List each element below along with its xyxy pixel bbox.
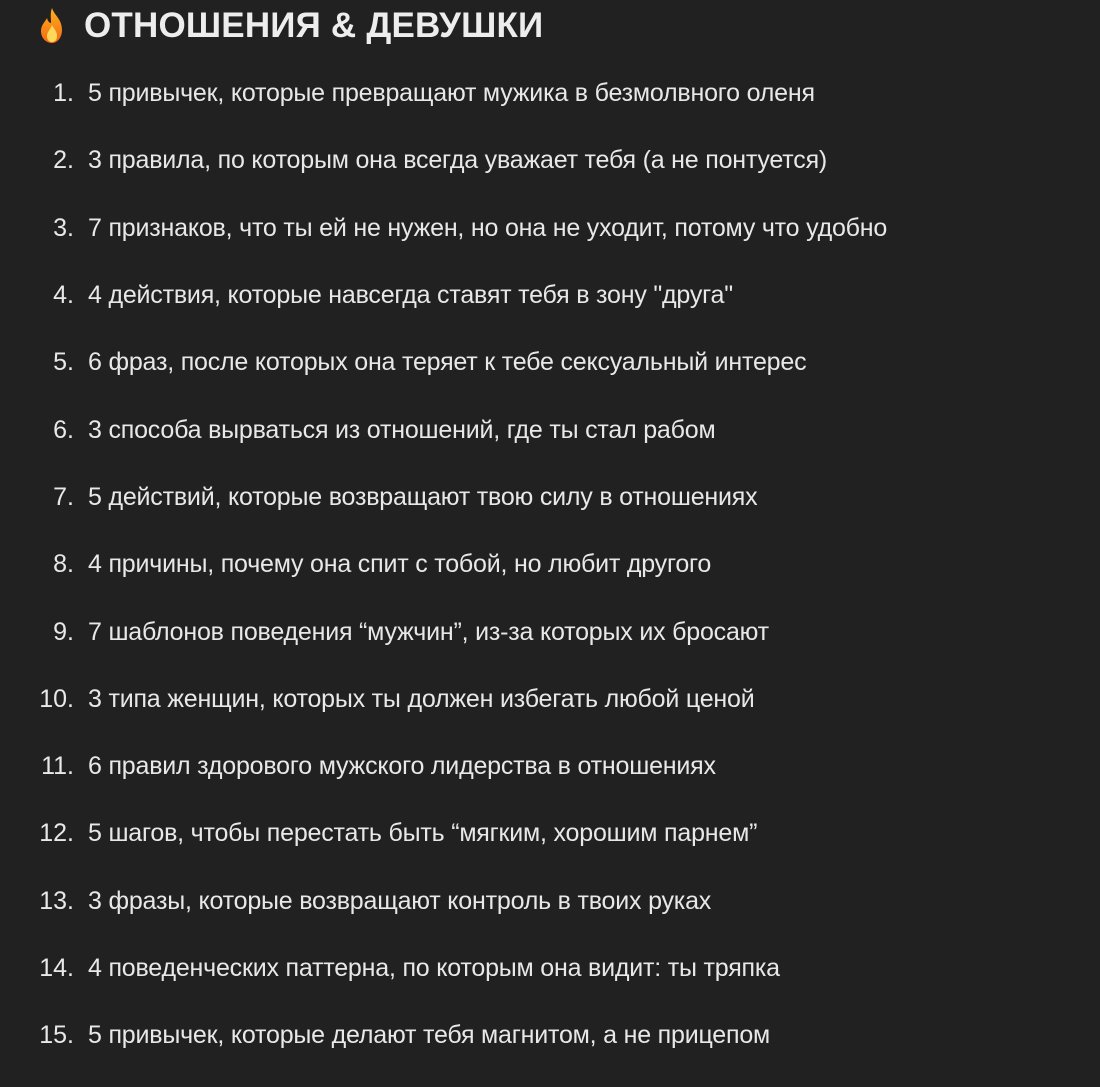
list-item [0, 531, 887, 598]
list-item [0, 935, 887, 1002]
list-item [0, 329, 887, 396]
list-item-number: 15. [39, 1021, 74, 1050]
fire-icon [34, 6, 70, 46]
list-item [0, 464, 887, 531]
list-item-number: 8. [53, 550, 74, 579]
list-item-text: 5 действий, которые возвращают твою силу в отношениях [88, 482, 758, 511]
list-item-number: 3. [53, 213, 74, 242]
list-item-text: 3 правила, по которым она всегда уважает тебя (а не понтуется) [88, 146, 828, 175]
list-item-text: 5 шагов, чтобы перестать быть “мягким, хорошим парнем” [88, 819, 758, 848]
list-item-text: 6 фраз, после которых она теряет к тебе сексуальный интерес [88, 348, 807, 377]
list-item-number: 6. [53, 415, 74, 444]
list-item [0, 1002, 887, 1069]
list-item [0, 262, 887, 329]
list-item-text: 4 действия, которые навсегда ставят тебя в зону "друга" [88, 281, 733, 310]
list-item-text: 3 способа вырваться из отношений, где ты стал рабом [88, 415, 716, 444]
list-item [0, 396, 887, 463]
list-item-text: 3 типа женщин, которых ты должен избегать любой ценой [88, 684, 755, 713]
list-item-number: 5. [53, 348, 74, 377]
list-item-number: 2. [53, 146, 74, 175]
list-item-number: 13. [39, 886, 74, 915]
list-item [0, 868, 887, 935]
list-item [0, 666, 887, 733]
list-item-number: 14. [39, 954, 74, 982]
list-item-number: 10. [39, 684, 74, 713]
list-item-text: 5 привычек, которые делают тебя магнитом, а не прицепом [88, 1021, 771, 1050]
section-header [34, 4, 543, 48]
list-item-text: 5 привычек, которые превращают мужика в безмолвного оленя [88, 79, 815, 108]
page-title: ОТНОШЕНИЯ & ДЕВУШКИ [84, 6, 544, 45]
list-item [0, 195, 887, 262]
topics-list [0, 60, 887, 1069]
list-item [0, 800, 887, 867]
list-item-number: 11. [41, 752, 74, 781]
list-item-text: 7 признаков, что ты ей не нужен, но она не уходит, потому что удобно [88, 213, 888, 242]
list-item-number: 12. [39, 819, 74, 848]
list-item-number: 7. [53, 482, 74, 511]
list-item [0, 127, 887, 194]
list-item-text: 7 шаблонов поведения “мужчин”, из-за которых их бросают [88, 617, 769, 646]
list-item [0, 598, 887, 665]
list-item-text: 4 поведенческих паттерна, по которым она видит: ты тряпка [88, 954, 780, 982]
list-item [0, 733, 887, 800]
list-item-text: 4 причины, почему она спит с тобой, но любит другого [88, 550, 712, 579]
list-item-number: 4. [53, 281, 74, 310]
list-item [0, 60, 887, 127]
list-item-text: 6 правил здорового мужского лидерства в отношениях [88, 752, 716, 781]
list-item-number: 1. [53, 79, 74, 108]
list-item-number: 9. [53, 617, 74, 646]
list-item-text: 3 фразы, которые возвращают контроль в твоих руках [88, 886, 712, 915]
